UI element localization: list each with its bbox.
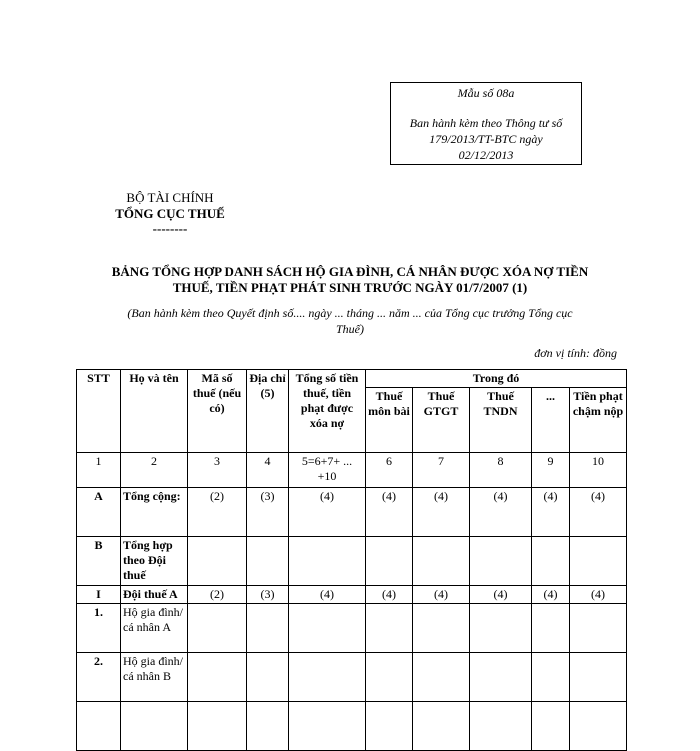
currency-unit: đơn vị tính: đồng xyxy=(534,346,617,360)
row-cell: (4) xyxy=(289,488,366,537)
header-sub: Thuế GTGT xyxy=(413,388,470,453)
row-cell xyxy=(413,604,470,653)
debt-list-table xyxy=(76,369,627,751)
column-number: 10 xyxy=(570,453,627,488)
form-issued-line: 02/12/2013 xyxy=(458,148,514,162)
header-sub: Tiền phạt chậm nộp xyxy=(570,388,627,453)
row-name: Tổng hợp theo Đội thuế xyxy=(121,537,188,586)
row-cell: (4) xyxy=(470,586,532,604)
row-cell: (4) xyxy=(570,488,627,537)
row-cell xyxy=(570,537,627,586)
row-cell xyxy=(247,604,289,653)
issuing-authority xyxy=(100,190,240,236)
table-row-team-a xyxy=(77,586,627,604)
row-stt: B xyxy=(77,537,121,586)
row-cell xyxy=(470,604,532,653)
row-name: Hộ gia đình/ cá nhân A xyxy=(121,604,188,653)
column-number: 4 xyxy=(247,453,289,488)
column-number-row xyxy=(77,453,627,488)
form-code-box xyxy=(390,82,582,165)
row-cell: (3) xyxy=(247,488,289,537)
row-cell: (3) xyxy=(247,586,289,604)
row-name: Đội thuế A xyxy=(121,586,188,604)
column-number: 6 xyxy=(366,453,413,488)
row-cell xyxy=(366,653,413,702)
row-cell xyxy=(188,702,247,751)
row-cell xyxy=(470,702,532,751)
document-subtitle xyxy=(80,305,620,337)
table-row-by-team xyxy=(77,537,627,586)
row-stt: 2. xyxy=(77,653,121,702)
row-cell xyxy=(570,604,627,653)
column-number: 3 xyxy=(188,453,247,488)
row-cell xyxy=(366,537,413,586)
row-cell xyxy=(470,537,532,586)
row-cell xyxy=(289,702,366,751)
header-group: Trong đó xyxy=(366,370,627,388)
row-cell xyxy=(188,537,247,586)
column-number: 1 xyxy=(77,453,121,488)
row-cell xyxy=(532,537,570,586)
header-stt: STT xyxy=(77,370,121,453)
table-row-household xyxy=(77,604,627,653)
row-cell: (2) xyxy=(188,488,247,537)
subtitle-line: Thuế) xyxy=(336,322,364,336)
row-cell xyxy=(247,702,289,751)
document-title xyxy=(60,264,640,296)
column-number: 7 xyxy=(413,453,470,488)
row-cell: (4) xyxy=(413,488,470,537)
column-number: 2 xyxy=(121,453,188,488)
row-cell xyxy=(247,537,289,586)
header-sub: Thuế môn bài xyxy=(366,388,413,453)
header-name: Họ và tên xyxy=(121,370,188,453)
row-cell: (4) xyxy=(289,586,366,604)
row-cell xyxy=(470,653,532,702)
title-line: THUẾ, TIỀN PHẠT PHÁT SINH TRƯỚC NGÀY 01/7/2007 (1) xyxy=(172,280,528,295)
row-cell xyxy=(289,604,366,653)
header-row xyxy=(77,370,627,388)
form-issued-line: Ban hành kèm theo Thông tư số xyxy=(409,116,563,130)
row-stt: A xyxy=(77,488,121,537)
table-row-household xyxy=(77,653,627,702)
row-cell: (4) xyxy=(532,488,570,537)
row-cell: (4) xyxy=(570,586,627,604)
row-cell xyxy=(532,702,570,751)
form-issued-line: 179/2013/TT-BTC ngày xyxy=(429,132,543,146)
row-cell xyxy=(366,604,413,653)
row-cell xyxy=(532,653,570,702)
form-code: Mẫu số 08a xyxy=(457,86,515,100)
row-stt: I xyxy=(77,586,121,604)
row-name xyxy=(121,702,188,751)
row-name: Tổng cộng: xyxy=(121,488,188,537)
row-cell: (4) xyxy=(413,586,470,604)
header-sub: Thuế TNDN xyxy=(470,388,532,453)
header-sub: ... xyxy=(532,388,570,453)
title-line: BẢNG TỔNG HỢP DANH SÁCH HỘ GIA ĐÌNH, CÁ NHÂN ĐƯỢC XÓA NỢ TIỀN xyxy=(111,264,589,279)
row-cell xyxy=(413,702,470,751)
row-cell xyxy=(570,702,627,751)
column-number: 5=6+7+ ... +10 xyxy=(289,453,366,488)
separator: -------- xyxy=(152,221,188,236)
header-total: Tổng số tiền thuế, tiền phạt được xóa nợ xyxy=(289,370,366,453)
row-cell xyxy=(366,702,413,751)
row-cell: (4) xyxy=(366,488,413,537)
row-name: Hộ gia đình/ cá nhân B xyxy=(121,653,188,702)
row-stt xyxy=(77,702,121,751)
row-cell: (4) xyxy=(366,586,413,604)
ministry-name: BỘ TÀI CHÍNH xyxy=(126,190,214,205)
row-cell xyxy=(289,537,366,586)
row-cell xyxy=(188,604,247,653)
table-row-total xyxy=(77,488,627,537)
row-cell: (4) xyxy=(470,488,532,537)
row-cell xyxy=(413,537,470,586)
column-number: 9 xyxy=(532,453,570,488)
row-cell xyxy=(188,653,247,702)
header-tax-code: Mã số thuế (nếu có) xyxy=(188,370,247,453)
header-address: Địa chỉ (5) xyxy=(247,370,289,453)
row-cell: (2) xyxy=(188,586,247,604)
row-cell: (4) xyxy=(532,586,570,604)
row-cell xyxy=(570,653,627,702)
department-name: TỔNG CỤC THUẾ xyxy=(115,206,225,221)
row-cell xyxy=(532,604,570,653)
row-stt: 1. xyxy=(77,604,121,653)
row-cell xyxy=(413,653,470,702)
row-cell xyxy=(289,653,366,702)
column-number: 8 xyxy=(470,453,532,488)
row-cell xyxy=(247,653,289,702)
subtitle-line: (Ban hành kèm theo Quyết định số.... ngày ... tháng ... năm ... của Tổng cục trưởng Tổng cục xyxy=(127,306,573,320)
table-row xyxy=(77,702,627,751)
